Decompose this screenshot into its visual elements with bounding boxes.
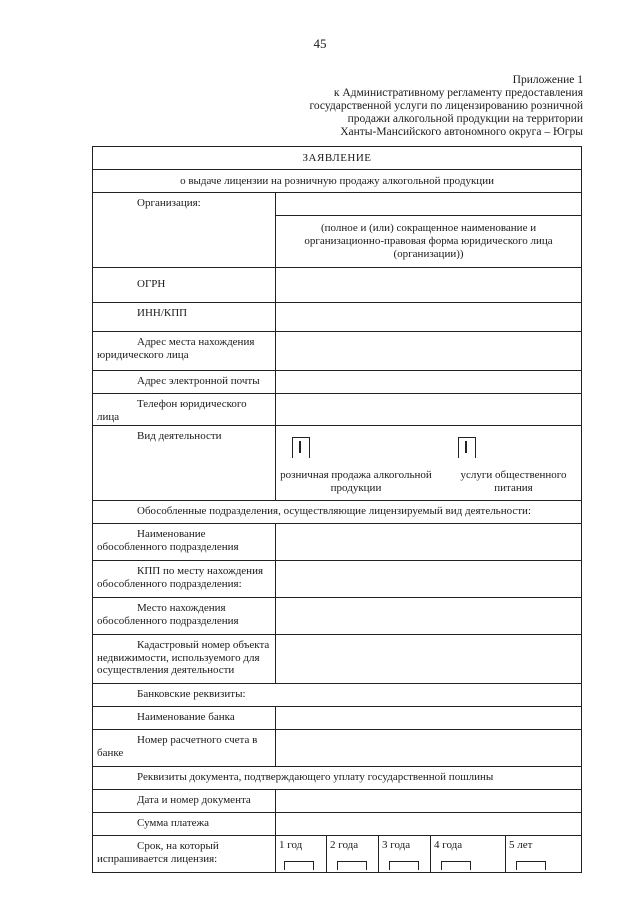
term-checkbox[interactable] <box>337 861 367 870</box>
bank-details-header: Банковские реквизиты: <box>93 684 582 707</box>
term-option-label: 3 года <box>382 839 411 851</box>
account-number-label: Номер расчетного счета в банке <box>93 730 276 767</box>
term-option-3[interactable] <box>379 836 431 873</box>
subdivision-location-label: Место нахождения обособленного подразделения <box>93 598 276 635</box>
doc-date-number-field[interactable] <box>276 790 582 813</box>
term-option-2[interactable] <box>327 836 379 873</box>
activity-label: Вид деятельности <box>93 426 276 501</box>
catering-option-label: услуги общественного питания <box>460 469 567 494</box>
term-option-4[interactable] <box>431 836 506 873</box>
organization-field[interactable] <box>276 193 582 268</box>
page-number: 45 <box>313 36 327 51</box>
appendix-line: Приложение 1 <box>512 74 583 86</box>
account-number-field[interactable] <box>276 730 582 767</box>
ogrn-label: ОГРН <box>93 268 276 303</box>
subdivision-kpp-field[interactable] <box>276 561 582 598</box>
appendix-line: продажи алкогольной продукции на территории <box>347 113 583 125</box>
subdivision-name-label: Наименование обособленного подразделения <box>93 524 276 561</box>
appendix-line: Ханты-Мансийского автономного округа – Югры <box>340 126 583 138</box>
term-option-1[interactable] <box>276 836 327 873</box>
bank-name-field[interactable] <box>276 707 582 730</box>
term-option-label: 1 год <box>279 839 303 851</box>
term-option-label: 4 года <box>434 839 463 851</box>
appendix-line: к Административному регламенту предоставления <box>333 87 583 99</box>
subdivision-name-field[interactable] <box>276 524 582 561</box>
inn-kpp-label: ИНН/КПП <box>93 303 276 332</box>
phone-field[interactable] <box>276 394 582 426</box>
catering-checkbox[interactable] <box>458 437 476 458</box>
application-form <box>92 146 582 873</box>
activity-options <box>276 426 582 501</box>
organization-note: (полное и (или) сокращенное наименование и организационно-правовая форма юридического лица (организации)) <box>304 222 553 260</box>
email-field[interactable] <box>276 371 582 394</box>
organization-input[interactable] <box>276 193 581 216</box>
term-checkbox[interactable] <box>441 861 471 870</box>
inn-kpp-field[interactable] <box>276 303 582 332</box>
bank-name-label: Наименование банка <box>93 707 276 730</box>
cadastral-field[interactable] <box>276 635 582 684</box>
ogrn-field[interactable] <box>276 268 582 303</box>
subdivision-kpp-label: КПП по месту нахождения обособленного подразделения: <box>93 561 276 598</box>
appendix-header <box>283 74 583 139</box>
doc-date-number-label: Дата и номер документа <box>93 790 276 813</box>
term-label: Срок, на который испрашивается лицензия: <box>93 836 276 873</box>
payment-amount-field[interactable] <box>276 813 582 836</box>
duty-details-header: Реквизиты документа, подтверждающего уплату государственной пошлины <box>93 767 582 790</box>
form-title: ЗАЯВЛЕНИЕ <box>93 147 582 170</box>
retail-option-label: розничная продажа алкогольной продукции <box>280 469 432 494</box>
retail-checkbox[interactable] <box>292 437 310 458</box>
organization-label: Организация: <box>93 193 276 268</box>
cadastral-label: Кадастровый номер объекта недвижимости, используемого для осуществления деятельности <box>93 635 276 684</box>
term-checkbox[interactable] <box>389 861 419 870</box>
address-field[interactable] <box>276 332 582 371</box>
term-checkbox[interactable] <box>284 861 314 870</box>
email-label: Адрес электронной почты <box>93 371 276 394</box>
form-subtitle: о выдаче лицензии на розничную продажу алкогольной продукции <box>93 170 582 193</box>
address-label: Адрес места нахождения юридического лица <box>93 332 276 371</box>
term-option-5[interactable] <box>506 836 582 873</box>
subdivision-location-field[interactable] <box>276 598 582 635</box>
appendix-line: государственной услуги по лицензированию розничной <box>309 100 583 112</box>
term-option-label: 2 года <box>330 839 359 851</box>
subdivisions-header: Обособленные подразделения, осуществляющие лицензируемый вид деятельности: <box>93 501 582 524</box>
payment-amount-label: Сумма платежа <box>93 813 276 836</box>
term-checkbox[interactable] <box>516 861 546 870</box>
phone-label: Телефон юридического лица <box>93 394 276 426</box>
term-option-label: 5 лет <box>509 839 533 851</box>
